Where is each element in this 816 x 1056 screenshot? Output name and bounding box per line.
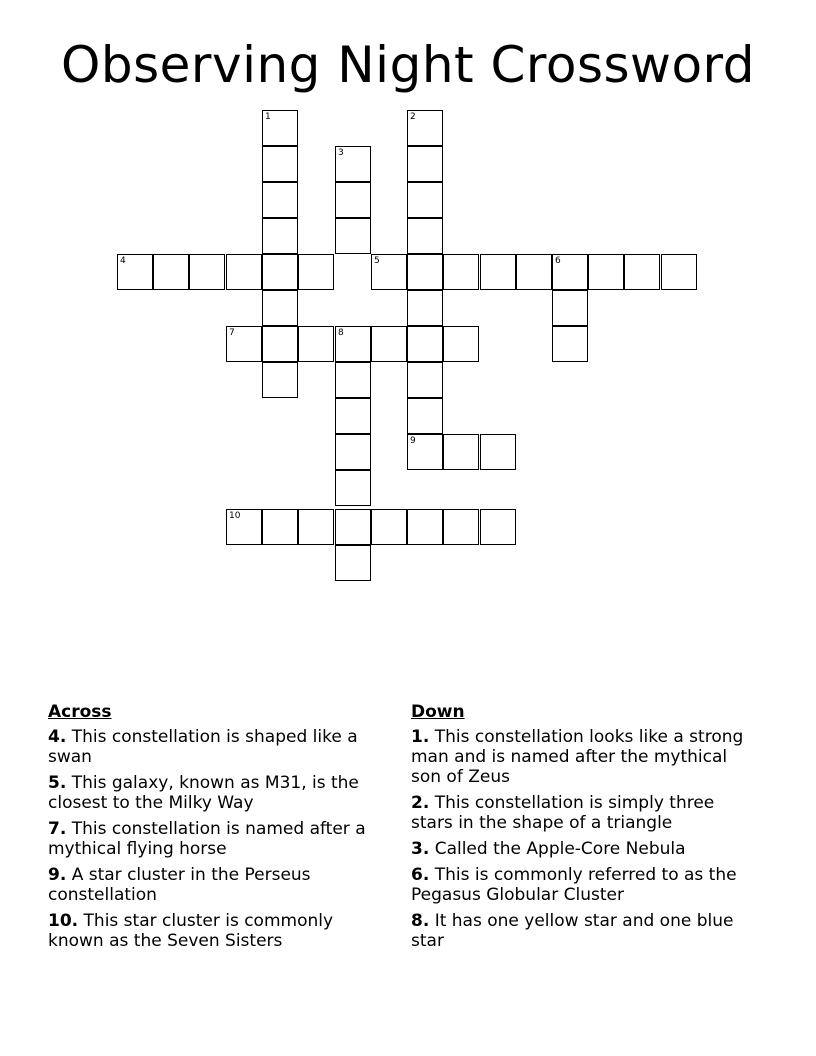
grid-cell[interactable] — [262, 218, 298, 254]
grid-cell[interactable] — [189, 254, 225, 290]
clue-number-label: 8. — [411, 911, 430, 931]
grid-cell[interactable] — [117, 254, 153, 290]
clue-number: 8 — [338, 328, 344, 338]
clue-down-8 — [411, 911, 756, 951]
clue-number-label: 5. — [48, 773, 67, 793]
grid-cell[interactable] — [335, 362, 371, 398]
clue-number: 9 — [410, 436, 416, 446]
grid-cell[interactable] — [443, 434, 479, 470]
clue-down-3 — [411, 839, 756, 859]
grid-cell[interactable] — [262, 182, 298, 218]
grid-cell[interactable] — [407, 290, 443, 326]
grid-cell[interactable] — [262, 326, 298, 362]
grid-cell[interactable] — [226, 509, 262, 545]
clue-number: 3 — [338, 148, 344, 158]
clue-text: It has one yellow star and one blue star — [411, 911, 734, 951]
clue-down-2 — [411, 793, 756, 833]
grid-cell[interactable] — [298, 509, 334, 545]
down-clues — [411, 702, 756, 957]
grid-cell[interactable] — [335, 218, 371, 254]
grid-cell[interactable] — [335, 146, 371, 182]
clue-text: A star cluster in the Perseus constellation — [48, 865, 311, 905]
clue-text: This constellation is simply three stars in the shape of a triangle — [411, 793, 715, 833]
grid-cell[interactable] — [480, 509, 516, 545]
grid-cell[interactable] — [226, 254, 262, 290]
grid-cell[interactable] — [262, 110, 298, 146]
grid-cell[interactable] — [371, 509, 407, 545]
grid-cell[interactable] — [407, 146, 443, 182]
grid-cell[interactable] — [407, 398, 443, 434]
grid-cell[interactable] — [407, 434, 443, 470]
clue-number: 7 — [229, 328, 235, 338]
clue-number: 10 — [229, 511, 241, 521]
clue-number-label: 3. — [411, 839, 430, 859]
clue-text: This galaxy, known as M31, is the closest to the Milky Way — [48, 773, 359, 813]
grid-cell[interactable] — [407, 326, 443, 362]
grid-cell[interactable] — [443, 326, 479, 362]
grid-cell[interactable] — [153, 254, 189, 290]
grid-cell[interactable] — [480, 254, 516, 290]
grid-cell[interactable] — [443, 509, 479, 545]
clue-number-label: 1. — [411, 727, 430, 747]
clue-number: 5 — [374, 256, 380, 266]
grid-cell[interactable] — [407, 362, 443, 398]
across-heading: Across — [48, 702, 112, 722]
clue-across-4 — [48, 727, 393, 767]
grid-cell[interactable] — [371, 254, 407, 290]
grid-cell[interactable] — [298, 326, 334, 362]
clue-text: Called the Apple-Core Nebula — [434, 839, 686, 859]
grid-cell[interactable] — [480, 434, 516, 470]
clue-across-9 — [48, 865, 393, 905]
grid-cell[interactable] — [262, 146, 298, 182]
clue-text: This constellation is named after a mythical flying horse — [48, 819, 366, 859]
clue-number-label: 6. — [411, 865, 430, 885]
grid-cell[interactable] — [335, 545, 371, 581]
grid-cell[interactable] — [407, 509, 443, 545]
grid-cell[interactable] — [335, 470, 371, 506]
clue-text: This constellation is shaped like a swan — [48, 727, 358, 767]
grid-cell[interactable] — [335, 434, 371, 470]
grid-cell[interactable] — [552, 290, 588, 326]
clue-number-label: 9. — [48, 865, 67, 885]
clue-number: 4 — [120, 256, 126, 266]
grid-cell[interactable] — [661, 254, 697, 290]
grid-cell[interactable] — [262, 509, 298, 545]
clue-text: This star cluster is commonly known as the Seven Sisters — [48, 911, 334, 951]
across-clues — [48, 702, 393, 957]
clue-text: This constellation looks like a strong man and is named after the mythical son of Zeus — [411, 727, 744, 787]
clue-down-6 — [411, 865, 756, 905]
clue-across-7 — [48, 819, 393, 859]
grid-cell[interactable] — [262, 362, 298, 398]
clue-number-label: 10. — [48, 911, 79, 931]
grid-cell[interactable] — [262, 290, 298, 326]
clue-number: 6 — [555, 256, 561, 266]
grid-cell[interactable] — [262, 254, 298, 290]
grid-cell[interactable] — [443, 254, 479, 290]
grid-cell[interactable] — [407, 254, 443, 290]
clue-number-label: 2. — [411, 793, 430, 813]
grid-cell[interactable] — [407, 110, 443, 146]
clue-text: This is commonly referred to as the Pegasus Globular Cluster — [411, 865, 737, 905]
grid-cell[interactable] — [371, 326, 407, 362]
clue-down-1 — [411, 727, 756, 787]
clue-number: 1 — [265, 112, 271, 122]
clue-number-label: 7. — [48, 819, 67, 839]
grid-cell[interactable] — [588, 254, 624, 290]
grid-cell[interactable] — [298, 254, 334, 290]
clue-number: 2 — [410, 112, 416, 122]
grid-cell[interactable] — [335, 398, 371, 434]
grid-cell[interactable] — [624, 254, 660, 290]
grid-cell[interactable] — [407, 218, 443, 254]
clue-across-5 — [48, 773, 393, 813]
down-heading: Down — [411, 702, 465, 722]
page-title: Observing Night Crossword — [61, 36, 755, 94]
grid-cell[interactable] — [552, 254, 588, 290]
grid-cell[interactable] — [407, 182, 443, 218]
grid-cell[interactable] — [335, 326, 371, 362]
grid-cell[interactable] — [335, 182, 371, 218]
clue-across-10 — [48, 911, 393, 951]
grid-cell[interactable] — [335, 509, 371, 545]
grid-cell[interactable] — [516, 254, 552, 290]
grid-cell[interactable] — [226, 326, 262, 362]
grid-cell[interactable] — [552, 326, 588, 362]
clue-number-label: 4. — [48, 727, 67, 747]
